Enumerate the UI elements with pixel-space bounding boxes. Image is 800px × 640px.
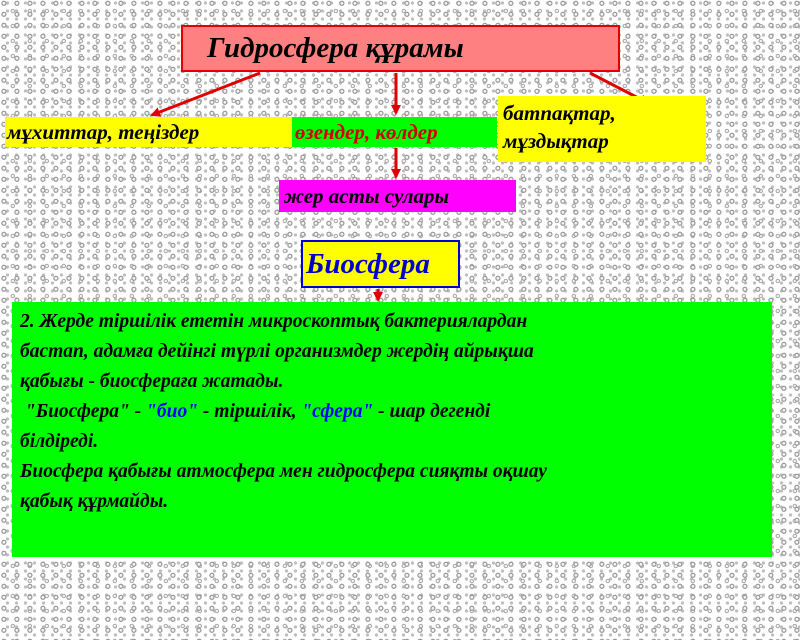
swamps-line-2: мұздықтар <box>503 129 609 153</box>
desc-line: бастап, адамға дейінгі түрлі организмдер жердің айрықша <box>20 341 534 362</box>
arrow-to-oceans <box>152 73 260 115</box>
hydrosphere-title: Гидросфера құрамы <box>181 25 620 72</box>
desc-line: қабық құрмайды. <box>20 491 169 512</box>
bio-term: "био" <box>146 401 199 422</box>
sfera-term: "сфера" <box>301 401 374 422</box>
desc-line: білдіреді. <box>20 431 99 452</box>
swamps-label <box>498 96 706 162</box>
swamps-line-1: батпақтар, <box>503 101 616 125</box>
desc-text: "Биосфера" - <box>20 401 147 422</box>
desc-text: - шар дегенді <box>373 401 491 422</box>
groundwater-label: жер асты сулары <box>279 180 516 212</box>
biosphere-title: Биосфера <box>301 240 460 288</box>
desc-line: қабығы - биосфераға жатады. <box>20 371 284 392</box>
rivers-label: өзендер, көлдер <box>292 117 497 147</box>
desc-line: Биосфера қабығы атмосфера мен гидросфера сияқты оқшау <box>20 461 547 482</box>
desc-line <box>20 397 764 427</box>
oceans-label: мұхиттар, теңіздер <box>5 117 292 147</box>
biosphere-description <box>12 302 772 557</box>
desc-line: 2. Жерде тіршілік ететін микроскоптық бактериялардан <box>20 311 528 332</box>
desc-text: - тіршілік, <box>198 401 302 422</box>
